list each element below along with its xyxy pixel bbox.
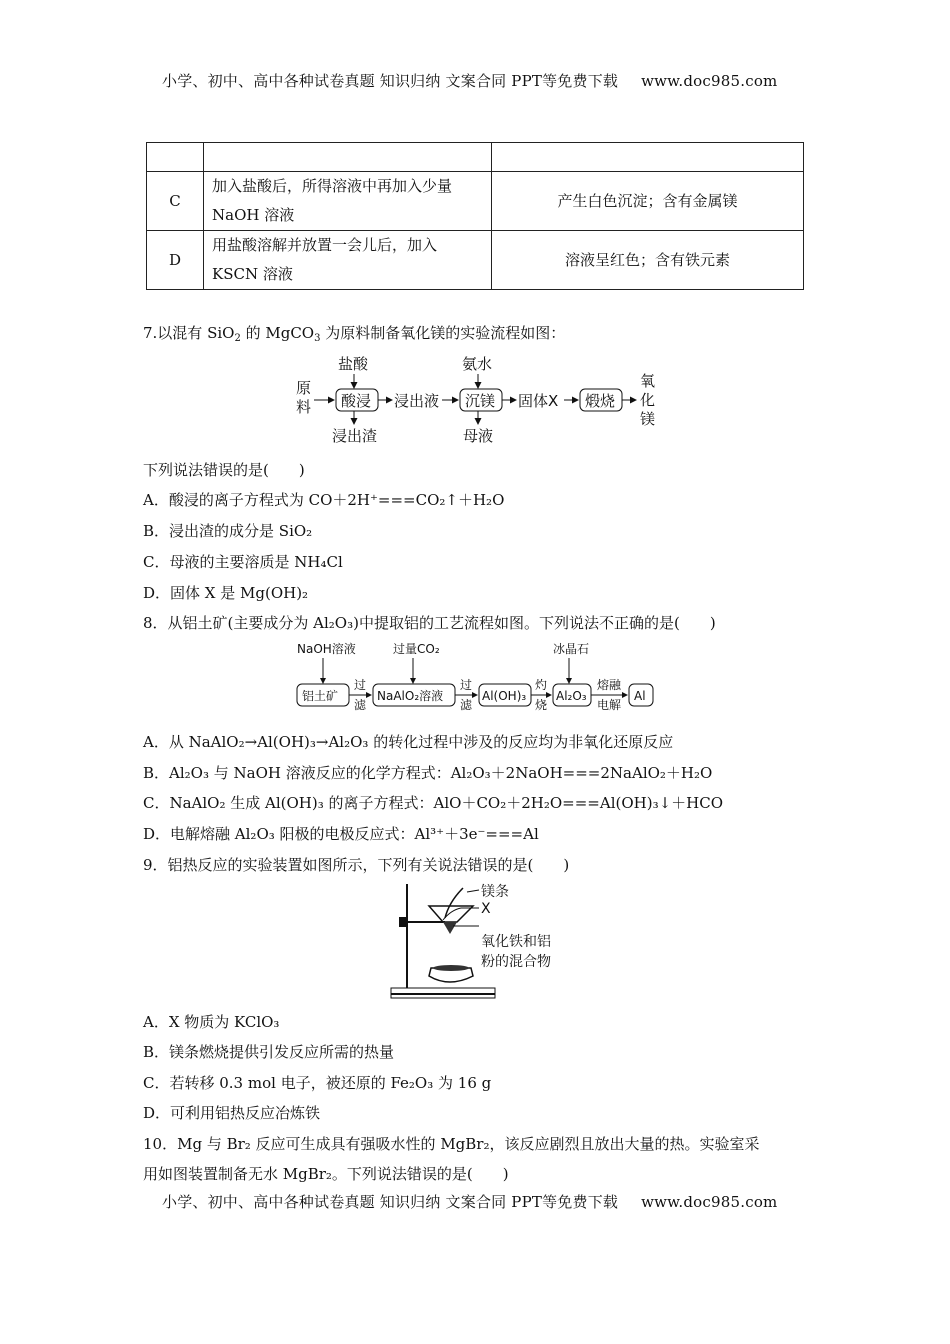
row-label: D xyxy=(147,231,204,290)
process-label: 烧 xyxy=(535,698,548,712)
raw-label: 料 xyxy=(296,398,312,416)
mother-liquor-label: 母液 xyxy=(463,427,494,445)
process-label: 灼 xyxy=(535,678,548,692)
row-label: C xyxy=(147,172,204,231)
operation-cell xyxy=(204,172,492,231)
table-row xyxy=(147,172,804,231)
result-cell: 产生白色沉淀；含有金属镁 xyxy=(492,172,804,231)
page-footer xyxy=(162,1191,777,1212)
magnesium-label: 镁条 xyxy=(481,884,509,900)
q7-option-b: B．浸出渣的成分是 SiO₂ xyxy=(143,522,313,540)
step-label: Al xyxy=(634,689,646,703)
leachate-label: 浸出液 xyxy=(394,392,440,410)
operation-line: 加入盐酸后，所得溶液中再加入少量 xyxy=(212,177,453,195)
q7-option-d: D．固体 X 是 Mg(OH)₂ xyxy=(143,584,309,602)
q8-option-d: D．电解熔融 Al₂O₃ 阳极的电极反应式：Al³⁺＋3e⁻===Al xyxy=(143,825,539,843)
table-cell xyxy=(204,143,492,172)
q9-option-c: C．若转移 0.3 mol 电子，被还原的 Fe₂O₃ 为 16 g xyxy=(143,1074,492,1092)
operation-line: 用盐酸溶解并放置一会儿后，加入 xyxy=(212,236,438,254)
header-site: www.doc985.com xyxy=(641,72,778,90)
acid-label: 盐酸 xyxy=(338,355,369,373)
process-label: 滤 xyxy=(460,698,473,712)
step-label: 沉镁 xyxy=(465,392,496,410)
header-text: 小学、初中、高中各种试卷真题 知识归纳 文案合同 PPT等免费下载 xyxy=(162,72,619,90)
q7-option-c: C．母液的主要溶质是 NH₄Cl xyxy=(143,553,343,571)
process-label: 过 xyxy=(460,678,473,692)
reagent-label: NaOH溶液 xyxy=(297,642,356,656)
options-table xyxy=(146,142,804,290)
product-label: 氧 xyxy=(640,372,656,390)
q7-option-a: A．酸浸的离子方程式为 CO＋2H⁺===CO₂↑＋H₂O xyxy=(143,491,505,509)
step-label: 煅烧 xyxy=(585,392,616,410)
table-row xyxy=(147,231,804,290)
step-label: 酸浸 xyxy=(341,392,372,410)
reagent-label: 冰晶石 xyxy=(553,642,590,656)
residue-label: 浸出渣 xyxy=(332,427,378,445)
q8-stem: 8．从铝土矿(主要成分为 Al₂O₃)中提取铝的工艺流程如图。下列说法不正确的是( ) xyxy=(143,614,716,632)
step-label: NaAlO₂溶液 xyxy=(377,689,444,703)
q8-flowchart xyxy=(293,637,663,717)
table-row xyxy=(147,143,804,172)
q8-option-a: A．从 NaAlO₂→Al(OH)₃→Al₂O₃ 的转化过程中涉及的反应均为非氧化还原反应 xyxy=(143,733,674,751)
footer-text: 小学、初中、高中各种试卷真题 知识归纳 文案合同 PPT等免费下载 xyxy=(162,1193,619,1211)
q9-option-a: A．X 物质为 KClO₃ xyxy=(143,1013,280,1031)
process-label: 熔融 xyxy=(597,678,622,692)
q10-stem-line1: 10．Mg 与 Br₂ 反应可生成具有强吸水性的 MgBr₂，该反应剧烈且放出大量的热。实验室采 xyxy=(143,1135,760,1153)
x-label: X xyxy=(481,901,491,917)
q9-stem: 9．铝热反应的实验装置如图所示，下列有关说法错误的是( ) xyxy=(143,856,570,874)
q8-option-c: C．NaAlO₂ 生成 Al(OH)₃ 的离子方程式：AlO＋CO₂＋2H₂O===Al(OH)₃↓＋HCO xyxy=(143,794,724,812)
process-label: 滤 xyxy=(354,698,367,712)
q9-option-b: B．镁条燃烧提供引发反应所需的热量 xyxy=(143,1043,395,1061)
reagent-label: 过量CO₂ xyxy=(393,642,440,656)
solid-label: 固体X xyxy=(518,392,559,410)
step-label: Al₂O₃ xyxy=(556,689,587,703)
q7-stem: 7.以混有 SiO$_2$ 的 MgCO$_3$ 为原料制备氧化镁的实验流程如图： xyxy=(143,324,566,344)
table-cell xyxy=(147,143,204,172)
process-label: 电解 xyxy=(597,698,622,712)
thermite-apparatus xyxy=(385,880,585,1002)
operation-cell xyxy=(204,231,492,290)
q10-stem-line2: 用如图装置制备无水 MgBr₂。下列说法错误的是( ) xyxy=(143,1165,509,1183)
table-cell xyxy=(492,143,804,172)
q7-prompt: 下列说法错误的是( ) xyxy=(143,461,305,479)
result-cell: 溶液呈红色；含有铁元素 xyxy=(492,231,804,290)
q7-flowchart xyxy=(290,350,660,450)
step-label: 铝土矿 xyxy=(302,689,339,703)
mixture-label: 粉的混合物 xyxy=(481,954,551,970)
step-label: Al(OH)₃ xyxy=(482,689,527,703)
q8-option-b: B．Al₂O₃ 与 NaOH 溶液反应的化学方程式：Al₂O₃＋2NaOH===2NaAlO₂＋H₂O xyxy=(143,764,713,782)
process-label: 过 xyxy=(354,678,367,692)
product-label: 化 xyxy=(640,391,656,409)
operation-line: NaOH 溶液 xyxy=(212,206,295,224)
raw-label: 原 xyxy=(296,379,312,397)
ammonia-label: 氨水 xyxy=(462,355,493,373)
q9-option-d: D．可利用铝热反应冶炼铁 xyxy=(143,1104,321,1122)
footer-site: www.doc985.com xyxy=(641,1193,778,1211)
product-label: 镁 xyxy=(640,410,656,428)
mixture-label: 氧化铁和铝 xyxy=(481,934,551,950)
operation-line: KSCN 溶液 xyxy=(212,265,293,283)
page-header xyxy=(162,70,777,91)
